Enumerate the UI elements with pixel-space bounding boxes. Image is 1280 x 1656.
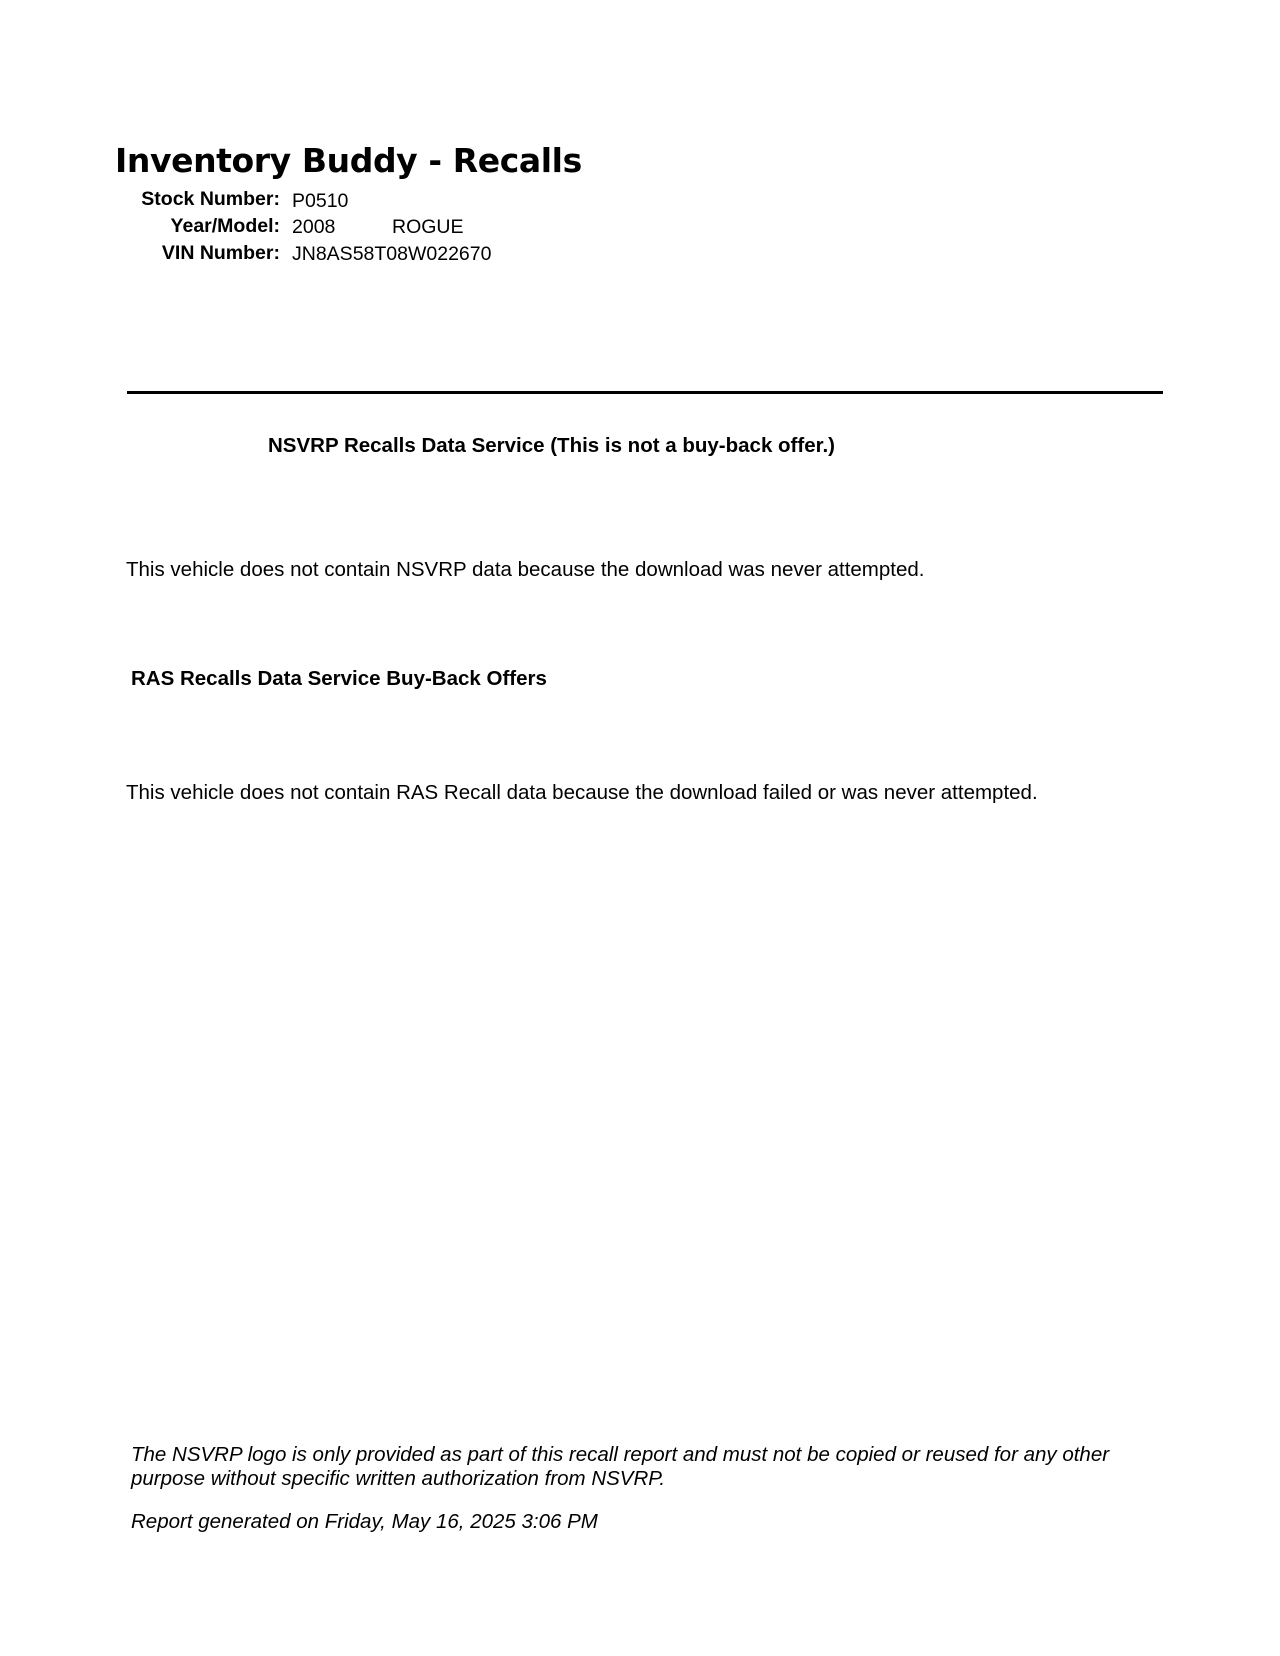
stock-number-label: Stock Number: — [141, 188, 280, 210]
report-generated-timestamp: Report generated on Friday, May 16, 2025 3:06 PM — [131, 1510, 598, 1533]
report-title: Inventory Buddy - Recalls — [115, 141, 582, 180]
ras-section-heading: RAS Recalls Data Service Buy-Back Offers — [131, 667, 547, 690]
year-value: 2008 — [292, 216, 336, 238]
vin-number-label: VIN Number: — [161, 242, 280, 264]
vin-number-value: JN8AS58T08W022670 — [292, 243, 492, 265]
stock-number-value: P0510 — [292, 190, 349, 212]
nsvrp-status-message: This vehicle does not contain NSVRP data because the download was never attempted. — [126, 558, 925, 581]
section-divider — [127, 391, 1163, 394]
model-value: ROGUE — [392, 216, 464, 238]
nsvrp-section-heading: NSVRP Recalls Data Service (This is not a buy-back offer.) — [268, 434, 835, 457]
logo-usage-notice: The NSVRP logo is only provided as part of this recall report and must not be copied or reused for any other purpose without specific written authorization from NSVRP. — [131, 1443, 1110, 1490]
ras-status-message: This vehicle does not contain RAS Recall data because the download failed or was never attempted. — [126, 781, 1038, 804]
year-model-label: Year/Model: — [170, 215, 280, 237]
